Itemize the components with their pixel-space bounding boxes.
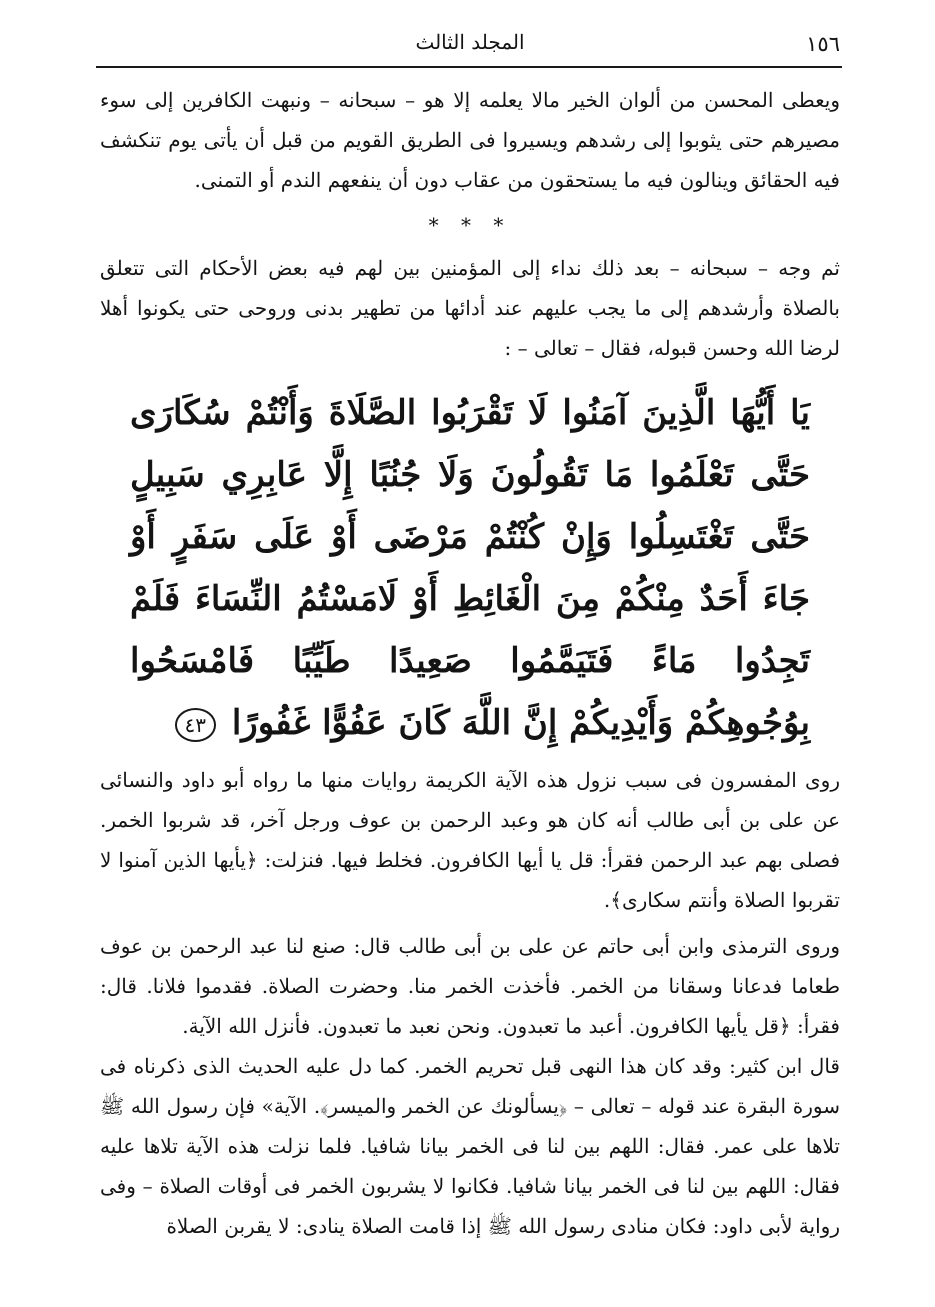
paragraph-tirmidhi-narration: وروى الترمذى وابن أبى حاتم عن على بن أبى طالب قال: صنع لنا عبد الرحمن بن عوف طعاما فدعانا وسقانا من الخمر. فأخذت الخمر منا. وحضرت الصلاة. فقدموا فلانا. قال: فقرأ: ﴿قل يأيها الكافرون. أعبد ما تعبدون. ونحن نعبد ما تعبدون. فأنزل الله الآية.: [100, 934, 840, 1038]
paragraph-revelation-reason: روى المفسرون فى سبب نزول هذه الآية الكريمة روايات منها ما رواه أبو داود والنسائى عن على بن أبى طالب أنه كان هو وعبد الرحمن بن عوف ورجل آخر، قد شربوا الخمر. فصلى بهم عبد الرحمن فقرأ: قل يا أيها الكافرون. فخلط فيها. فنزلت: ﴿يأيها الذين آمنوا لا تقربوا الصلاة وأنتم سكارى﴾.: [100, 768, 840, 912]
paragraph-intro: ويعطى المحسن من ألوان الخير مالا يعلمه إلا هو – سبحانه – ونبهت الكافرين إلى سوء مصيرهم حتى يثوبوا إلى رشدهم ويسيروا فى الطريق القويم من قبل أن يأتى يوم تنكشف فيه الحقائق وينالون فيه ما يستحقون من عقاب دون أن ينفعهم الندم أو التمنى.: [100, 88, 840, 192]
verse-number-marker: ٤٣: [175, 708, 216, 742]
header-divider: [96, 66, 842, 68]
paragraph-transition: ثم وجه – سبحانه – بعد ذلك نداء إلى المؤمنين بين لهم فيه بعض الأحكام التى تتعلق بالصلاة وأرشدهم إلى ما يجب عليهم عند أدائها من تطهير بدنى وروحى حتى يكونوا أهلا لرضا الله وحسن قبوله، فقال – تعالى – :: [100, 256, 840, 360]
page-number: ١٥٦: [806, 32, 840, 56]
book-page: [100, 28, 840, 1246]
section-separator: * * *: [428, 213, 512, 237]
paragraph-ibn-kathir: قال ابن كثير: وقد كان هذا النهى قبل تحريم الخمر. كما دل عليه الحديث الذى ذكرناه فى سورة البقرة عند قوله – تعالى – ﴿يسألونك عن الخمر والميسر﴾. الآية» فإن رسول الله ﷺ تلاها على عمر. فقال: اللهم بين لنا فى الخمر بيانا شافيا. فلما نزلت هذه الآية تلاها عليه فقال: اللهم بين لنا فى الخمر بيانا شافيا. فكانوا لا يشربون الخمر فى أوقات الصلاة – وفى رواية لأبى داود: فكان منادى رسول الله ﷺ إذا قامت الصلاة ينادى: لا يقربن الصلاة: [100, 1054, 840, 1238]
verse-text: يَا أَيُّهَا الَّذِينَ آمَنُوا لَا تَقْرَبُوا الصَّلَاةَ وَأَنْتُمْ سُكَارَى حَتَّى تَعْلَمُوا مَا تَقُولُونَ وَلَا جُنُبًا إِلَّا عَابِرِي سَبِيلٍ حَتَّى تَغْتَسِلُوا وَإِنْ كُنْتُمْ مَرْضَى أَوْ عَلَى سَفَرٍ أَوْ جَاءَ أَحَدٌ مِنْكُمْ مِنَ الْغَائِطِ أَوْ لَامَسْتُمُ النِّسَاءَ فَلَمْ تَجِدُوا مَاءً فَتَيَمَّمُوا صَعِيدًا طَيِّبًا فَامْسَحُوا بِوُجُوهِكُمْ وَأَيْدِيكُمْ إِنَّ اللَّهَ كَانَ عَفُوًّا غَفُورًا: [130, 393, 810, 743]
volume-title: المجلد الثالث: [415, 30, 525, 54]
quran-verse: [130, 382, 810, 754]
page-header: [100, 28, 840, 64]
